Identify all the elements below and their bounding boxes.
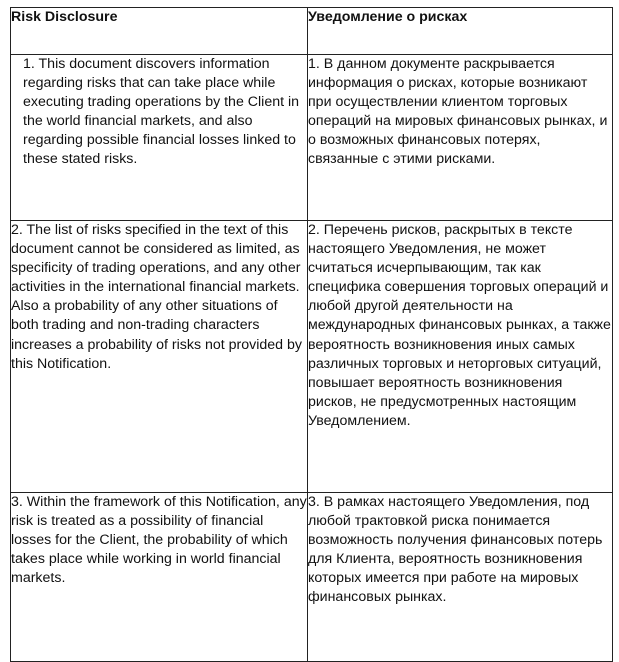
- header-english: [11, 8, 308, 55]
- table-row: [11, 221, 613, 493]
- table-row: [11, 493, 613, 662]
- table-header-row: [11, 8, 613, 55]
- clause-text-russian: 3. В рамках настоящего Уведомления, под любой трактовкой риска понимается возможность получения финансовых потерь для Клиента, вероятность возникновения которых имеется при работе на мировых финансовых рынках.: [308, 494, 603, 606]
- header-english-text: Risk Disclosure: [11, 9, 118, 25]
- cell-russian: [308, 221, 613, 493]
- cell-english: [11, 493, 308, 662]
- table-row: [11, 55, 613, 221]
- header-russian: [308, 8, 613, 55]
- clause-text-russian: 1. В данном документе раскрывается информация о рисках, которые возникают при осуществлении клиентом торговых операций на мировых финансовых рынках, и о возможных финансовых потерях, связанные с этими рисками.: [308, 56, 608, 168]
- cell-russian: [308, 493, 613, 662]
- clause-text-russian: 2. Перечень рисков, раскрытых в тексте настоящего Уведомления, не может считаться исчерпывающим, так как специфика совершения торговых операций и любой другой деятельности на международных финансовых рынках, а также вероятность возникновения иных самых различных торговых и неторговых ситуаций, повышает вероятность возникновения рисков, не предусмотренных настоящим Уведомлением.: [308, 222, 611, 429]
- cell-english: [11, 221, 308, 493]
- risk-disclosure-table: [10, 7, 613, 662]
- clause-text-english: 3. Within the framework of this Notification, any risk is treated as a possibility of financial losses for the Client, the probability of which takes place while working in world financial markets.: [11, 494, 307, 587]
- header-russian-text: Уведомление о рисках: [308, 9, 468, 25]
- clause-text-english: 1. This document discovers information regarding risks that can take place while executing trading operations by the Client in the world financial markets, and also regarding possible financial losses linked to these stated risks.: [23, 56, 300, 168]
- cell-english: [11, 55, 308, 221]
- clause-text-english: 2. The list of risks specified in the text of this document cannot be considered as limited, as specificity of trading operations, and any other activities in the international financial markets. Also a probability of any other situations of both trading and non-trading characters increases a probability of risks not provided by this Notification.: [11, 222, 302, 372]
- cell-russian: [308, 55, 613, 221]
